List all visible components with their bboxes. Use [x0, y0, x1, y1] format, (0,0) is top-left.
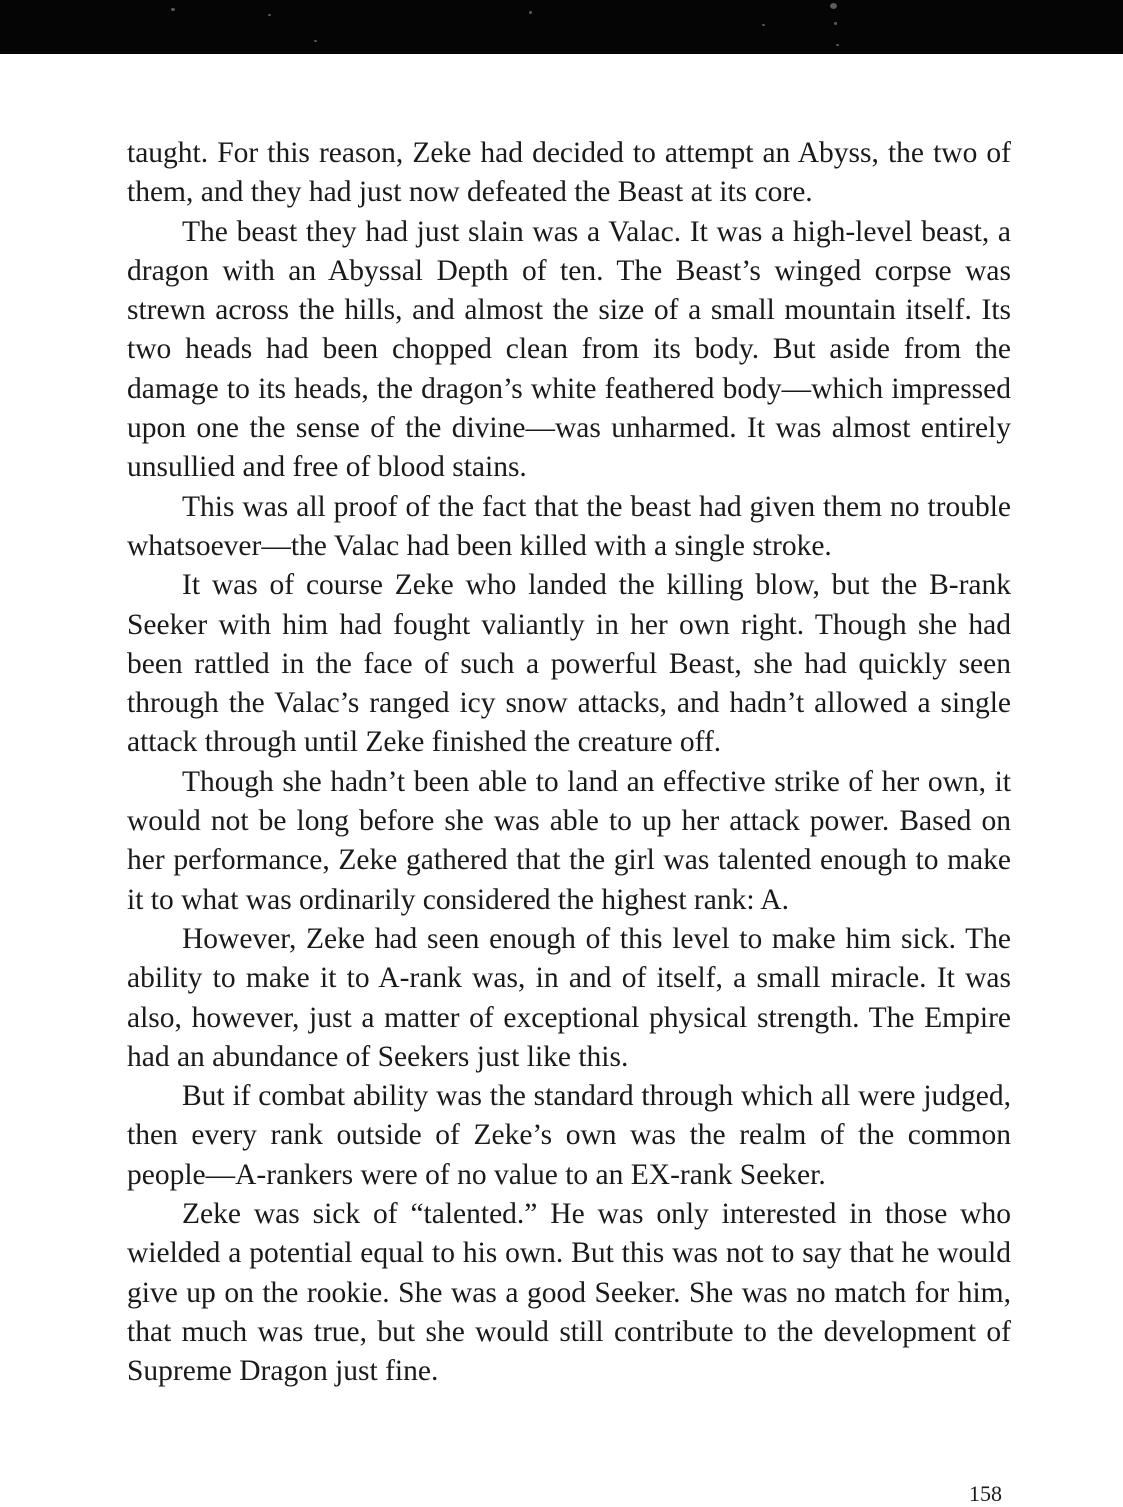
scan-speck [314, 40, 317, 42]
paragraph: The beast they had just slain was a Valac. It was a high-level beast, a dragon with an Abyssal Depth of ten. The Beast’s winged corpse was strewn across the hills, and almost the size of a small mountain itself. Its two heads had been chopped clean from its body. But aside from the damage to its heads, the dragon’s white feathered body—which impressed upon one the sense of the divine—was unharmed. It was almost entirely unsullied and free of blood stains. [127, 215, 1011, 484]
scan-speck [834, 22, 837, 25]
top-scan-band [0, 0, 1123, 54]
page-number: 158 [969, 1481, 1002, 1506]
paragraph: Zeke was sick of “talented.” He was only interested in those who wielded a potential equal to his own. But this was not to say that he would give up on the rookie. She was a good Seeker. She was no match for him, that much was true, but she would still contribute to the development of Supreme Dragon just fine. [127, 1198, 1011, 1388]
scan-speck [830, 3, 837, 9]
page-body-text [127, 134, 1011, 1392]
scan-speck [171, 8, 175, 11]
paragraph: It was of course Zeke who landed the killing blow, but the B-rank Seeker with him had fought valiantly in her own right. Though she had been rattled in the face of such a powerful Beast, she had quickly seen through the Valac’s ranged icy snow attacks, and hadn’t allowed a single attack through until Zeke finished the creature off. [127, 569, 1011, 759]
scan-speck [529, 11, 532, 14]
scan-speck [268, 14, 271, 16]
scan-speck [762, 24, 765, 26]
paragraph: Though she hadn’t been able to land an effective strike of her own, it would not be long before she was able to up her attack power. Based on her performance, Zeke gathered that the girl was talented enough to make it to what was ordinarily considered the highest rank: A. [127, 765, 1011, 916]
paragraph: This was all proof of the fact that the beast had given them no trouble whatsoever—the Valac had been killed with a single stroke. [127, 490, 1011, 562]
paragraph: But if combat ability was the standard through which all were judged, then every rank outside of Zeke’s own was the realm of the common people—A-rankers were of no value to an EX-rank Seeker. [127, 1080, 1011, 1191]
scan-speck [836, 44, 839, 46]
paragraph: taught. For this reason, Zeke had decided to attempt an Abyss, the two of them, and they had just now defeated the Beast at its core. [127, 137, 1011, 209]
paragraph: However, Zeke had seen enough of this level to make him sick. The ability to make it to A-rank was, in and of itself, a small miracle. It was also, however, just a matter of exceptional physical strength. The Empire had an abundance of Seekers just like this. [127, 922, 1011, 1073]
